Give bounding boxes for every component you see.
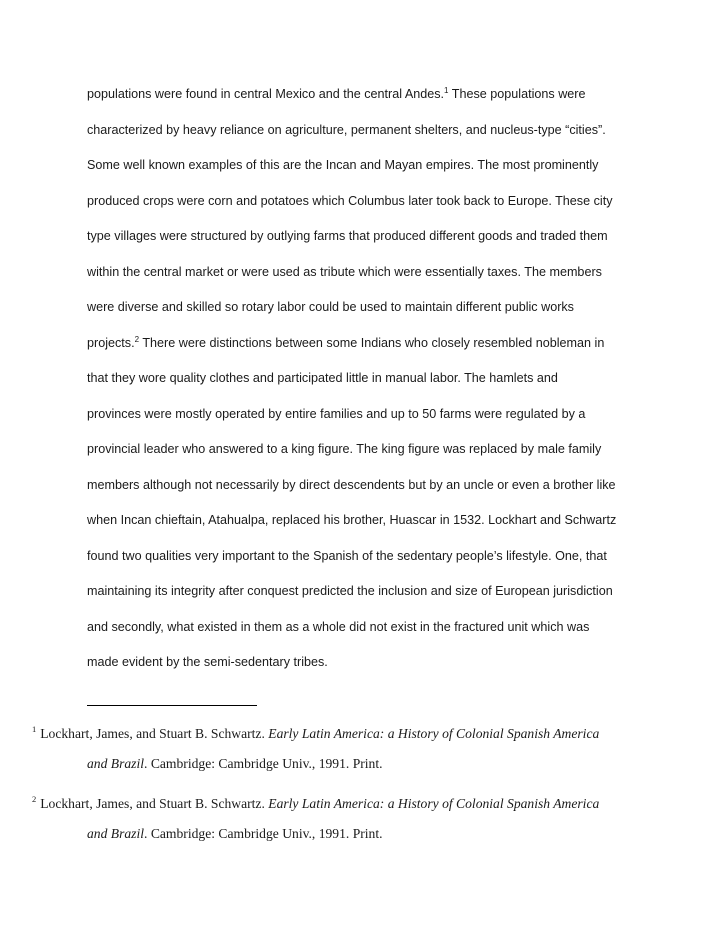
body-line: were diverse and skilled so rotary labor could be used to maintain different public works xyxy=(87,300,574,314)
body-line: type villages were structured by outlying farms that produced different goods and traded them xyxy=(87,229,608,243)
footnote-ref: 2 xyxy=(134,334,140,344)
body-line: projects.$^2$ There were distinctions between some Indians who closely resembled nobleman in xyxy=(87,334,605,350)
body-line: Some well known examples of this are the Incan and Mayan empires. The most prominently xyxy=(87,158,599,172)
footnote-ref: 1 xyxy=(444,85,449,95)
body-line: that they wore quality clothes and participated little in manual labor. The hamlets and xyxy=(87,371,558,385)
body-line: produced crops were corn and potatoes which Columbus later took back to Europe. These city xyxy=(87,193,613,208)
footnote-mark: 1 xyxy=(32,724,37,735)
body-line: members although not necessarily by direct descendents but by an uncle or even a brother like xyxy=(87,477,616,492)
body-line: characterized by heavy reliance on agriculture, permanent shelters, and nucleus-type “cities”. xyxy=(87,122,606,137)
body-line: provinces were mostly operated by entire families and up to 50 farms were regulated by a xyxy=(87,406,586,421)
footnote-separator xyxy=(87,705,257,706)
citation-title: and Brazil xyxy=(87,756,145,771)
body-line: within the central market or were used as tribute which were essentially taxes. The members xyxy=(87,264,602,279)
citation-title: Early Latin America: a History of Colonial Spanish America xyxy=(268,796,600,811)
body-line: populations were found in central Mexico and the central Andes.$^1$ These populations were xyxy=(87,85,586,101)
citation-title: Early Latin America: a History of Colonial Spanish America xyxy=(268,726,600,741)
body-line: when Incan chieftain, Atahualpa, replaced his brother, Huascar in 1532. Lockhart and Schwartz xyxy=(87,513,617,527)
footnote-2: $^2$ Lockhart, James, and Stuart B. Schwartz. Early Latin America: a History of Colonial Spanish America and Brazil. Cambridge: Cambridge Univ., 1991. Print. xyxy=(32,794,600,841)
body-line: found two qualities very important to the Spanish of the sedentary people’s lifestyle. One, that xyxy=(87,548,607,563)
body-line: provincial leader who answered to a king figure. The king figure was replaced by male family xyxy=(87,442,602,456)
body-line: and secondly, what existed in them as a whole did not exist in the fractured unit which was xyxy=(87,619,590,634)
body-line: made evident by the semi-sedentary tribes. xyxy=(87,655,328,669)
citation-title: and Brazil xyxy=(87,826,145,841)
body-line: maintaining its integrity after conquest predicted the inclusion and size of European jurisdiction xyxy=(87,584,613,598)
footnote-mark: 2 xyxy=(32,794,37,805)
body-text xyxy=(87,84,647,688)
footnote-1: $^1$ Lockhart, James, and Stuart B. Schwartz. Early Latin America: a History of Colonial Spanish America and Brazil. Cambridge: Cambridge Univ., 1991. Print. xyxy=(32,724,600,771)
